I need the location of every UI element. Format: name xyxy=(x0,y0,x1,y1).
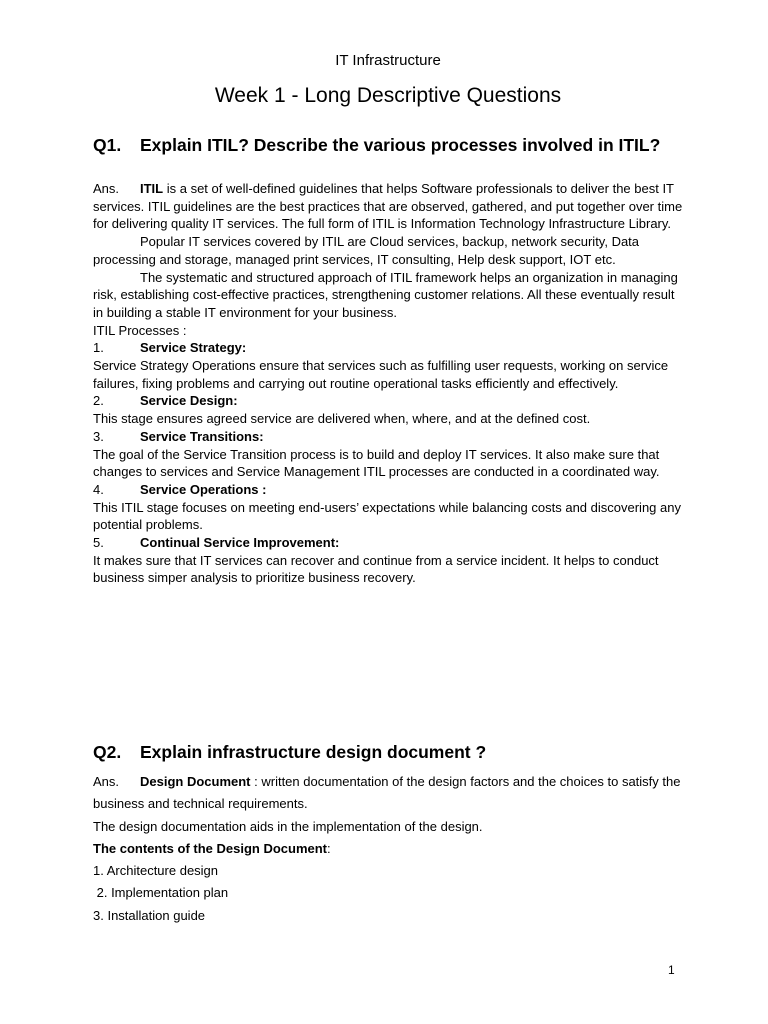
answer-2-intro xyxy=(93,771,683,816)
process-2-heading: 2. Service Design: xyxy=(93,393,238,409)
answer-1-label: Ans. xyxy=(93,181,120,196)
contents-item-3: 3. Installation guide xyxy=(93,907,206,923)
contents-item-1: 1. Architecture design xyxy=(93,863,219,879)
itil-term: ITIL xyxy=(140,181,164,196)
process-3-heading: 3. Service Transitions: xyxy=(93,428,264,444)
process-1-heading: 1. Service Strategy: xyxy=(93,340,247,356)
question-2-text: Explain infrastructure design document ? xyxy=(140,742,487,762)
answer-1-para-2: Popular IT services covered by ITIL are Cloud services, backup, network security, Data processing and storage, managed print services, IT consulting, Help desk support, IOT etc. xyxy=(93,234,640,267)
process-1-desc: Service Strategy Operations ensure that services such as fulfilling user requests, working on service failures, fixing problems and carrying out routine operational tasks efficiently and effectively. xyxy=(93,358,669,391)
document-title: Week 1 - Long Descriptive Questions xyxy=(214,84,562,107)
contents-item-2: 2. Implementation plan xyxy=(93,885,229,901)
itil-definition: is a set of well-defined guidelines that helps Software professionals to deliver the best IT services. ITIL guidelines are the best practices that are observed, gathered, and put together over time for delivering quality IT services. The full form of ITIL is Information Technology Infrastructure Library. xyxy=(93,181,683,232)
answer-2 xyxy=(93,771,683,927)
question-1-text: Explain ITIL? Describe the various processes involved in ITIL? xyxy=(140,135,661,155)
design-document-definition: : written documentation of the design factors and the choices to satisfy the business and technical requirements. xyxy=(93,774,681,812)
question-1-number: Q1. xyxy=(93,135,122,155)
process-4-heading: 4. Service Operations : xyxy=(93,481,267,497)
process-3-desc: The goal of the Service Transition process is to build and deploy IT services. It also make sure that changes to services and Service Management ITIL processes are conducted in a coordinated way. xyxy=(93,446,660,480)
process-5-desc: It makes sure that IT services can recover and continue from a service incident. It helps to conduct business simper analysis to prioritize business recovery. xyxy=(93,552,659,586)
processes-heading: ITIL Processes : xyxy=(93,322,187,338)
answer-2-label: Ans. xyxy=(93,774,120,789)
question-2-number: Q2. xyxy=(93,742,122,762)
page-number: 1 xyxy=(668,963,675,977)
answer-1 xyxy=(93,180,683,587)
contents-heading: The contents of the Design Document: xyxy=(93,840,331,856)
course-title: IT Infrastructure xyxy=(335,52,441,69)
question-2 xyxy=(93,741,683,764)
process-2-desc: This stage ensures agreed service are delivered when, where, and at the defined cost. xyxy=(93,411,591,427)
design-document-term: Design Document xyxy=(140,774,251,789)
process-5-heading: 5. Continual Service Improvement: xyxy=(93,535,340,551)
question-1 xyxy=(93,134,683,157)
answer-1-intro xyxy=(93,180,683,233)
answer-2-para-2: The design documentation aids in the implementation of the design. xyxy=(93,818,483,834)
answer-1-para-3: The systematic and structured approach of ITIL framework helps an organization in managing risk, establishing cost-effective practices, strengthening customer relations. All these eventually result in building a stable IT environment for your business. xyxy=(93,269,678,320)
process-4-desc: This ITIL stage focuses on meeting end-users’ expectations while balancing costs and discovering any potential problems. xyxy=(93,499,681,533)
